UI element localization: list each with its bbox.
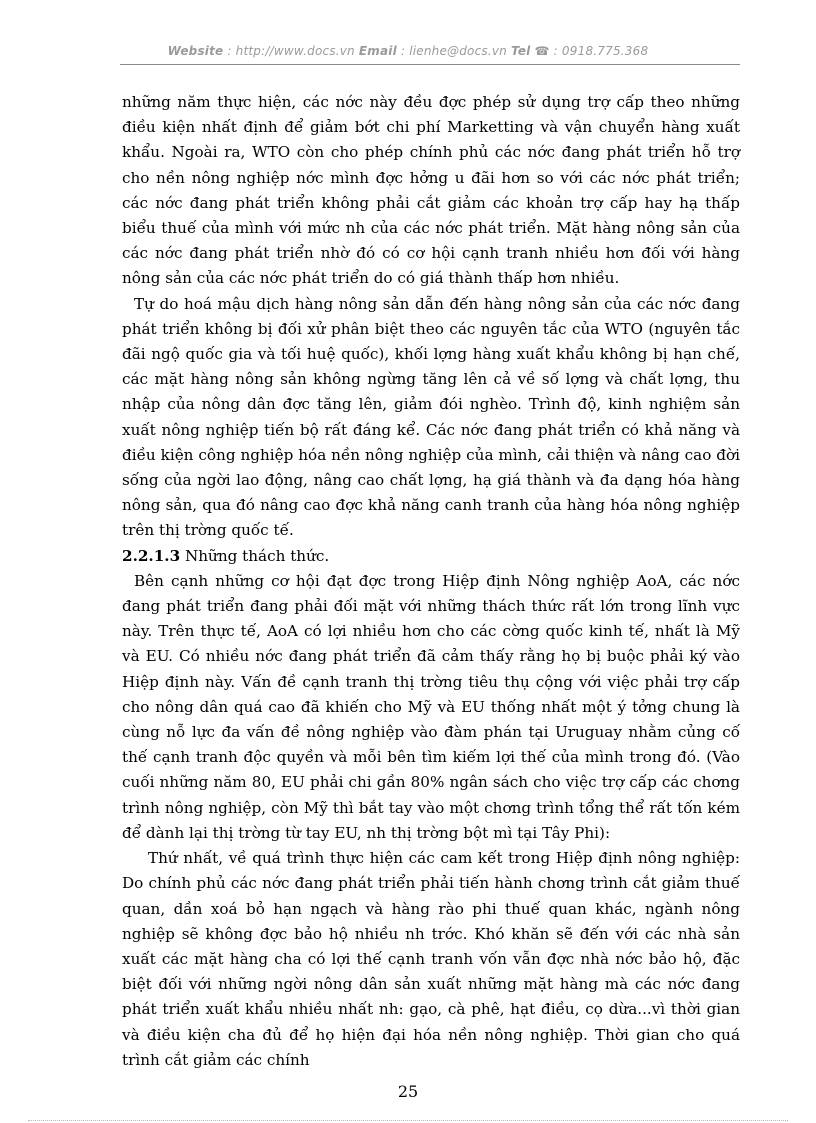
paragraph-4: Thứ nhất, về quá trình thực hiện các cam kết trong Hiệp định nông nghiệp: Do chính phủ các nớc đang phát triển phải tiến hành chơng trình cắt giảm thuế quan, dần xoá bỏ hạn ngạch và hàng rào phi thuế quan khác, ngành nông nghiệp sẽ không đợc bảo hộ nhiều nh trớc. Khó khăn sẽ đến với các nhà sản xuất các mặt hàng cha có lợi thế cạnh tranh vốn vẫn đợc nhà nớc bảo hộ, đặc biệt đối với những ngời nông dân sản xuất những mặt hàng mà các nớc đang phát triển xuất khẩu nhiều nhất nh: gạo, cà phê, hạt điều, cọ dừa...vì thời gian và điều kiện cha đủ để họ hiện đại hóa nền nông nghiệp. Thời gian cho quá trình cắt giảm các chính <box>122 849 740 1069</box>
website-url[interactable]: : http://www.docs.vn <box>227 44 355 58</box>
document-body <box>122 90 740 1073</box>
footer-divider <box>28 1120 788 1121</box>
paragraph-2: Tự do hoá mậu dịch hàng nông sản dẫn đến hàng nông sản của các nớc đang phát triển không bị đối xử phân biệt theo các nguyên tắc của WTO (nguyên tắc đãi ngộ quốc gia và tối huệ quốc), khối lợng hàng xuất khẩu không bị hạn chế, các mặt hàng nông sản không ngừng tăng lên cả về số lợng và chất lợng, thu nhập của nông dân đợc tăng lên, giảm đói nghèo. Trình độ, kinh nghiệm sản xuất nông nghiệp tiến bộ rất đáng kể. Các nớc đang phát triển có khả năng và điều kiện công nghiệp hóa nền nông nghiệp của mình, cải thiện và nâng cao đời sống của ngời lao động, nâng cao chất lợng, hạ giá thành và đa dạng hóa hàng nông sản, qua đó nâng cao đợc khả năng canh tranh của hàng hóa nông nghiệp trên thị trờng quốc tế. <box>122 294 740 540</box>
email-label: Email <box>358 44 397 58</box>
paragraph-3: Bên cạnh những cơ hội đạt đợc trong Hiệp định Nông nghiệp AoA, các nớc đang phát triển đang phải đối mặt với những thách thức rất lớn trong lĩnh vực này. Trên thực tế, AoA có lợi nhiều hơn cho các cờng quốc kinh tế, nhất là Mỹ và EU. Có nhiều nớc đang phát triển đã cảm thấy rằng họ bị buộc phải ký vào Hiệp định này. Vấn đề cạnh tranh thị trờng tiêu thụ cộng với việc phải trợ cấp cho nông dân quá cao đã khiến cho Mỹ và EU thống nhất một ý tởng chung là cùng nỗ lực đa vấn đề nông nghiệp vào đàm phán tại Uruguay nhằm củng cố thế cạnh tranh độc quyền và mỗi bên tìm kiếm lợi thế của mình trong đó. (Vào cuối những năm 80, EU phải chi gần 80% ngân sách cho việc trợ cấp các chơng trình nông nghiệp, còn Mỹ thì bắt tay vào một chơng trình tổng thể rất tốn kém để dành lại thị trờng từ tay EU, nh thị trờng bột mì tại Tây Phi): <box>122 571 740 842</box>
section-number: 2.2.1.3 <box>122 546 181 565</box>
page-header <box>0 44 816 58</box>
tel-number: ☎ : 0918.775.368 <box>534 44 649 58</box>
header-divider <box>120 64 740 65</box>
email-address[interactable]: : lienhe@docs.vn <box>400 44 507 58</box>
paragraph-1: những năm thực hiện, các nớc này đều đợc phép sử dụng trợ cấp theo những điều kiện nhất định để giảm bớt chi phí Marketting và vận chuyển hàng xuất khẩu. Ngoài ra, WTO còn cho phép chính phủ các nớc đang phát triển hỗ trợ cho nền nông nghiệp nớc mình đợc hởng u đãi hơn so với các nớc phát triển; các nớc đang phát triển không phải cắt giảm các khoản trợ cấp hay hạ thấp biểu thuế của mình với mức nh của các nớc phát triển. Mặt hàng nông sản của các nớc đang phát triển nhờ đó có cơ hội cạnh tranh nhiều hơn đối với hàng nông sản của các nớc phát triển do có giá thành thấp hơn nhiều. <box>122 93 740 288</box>
section-title: Những thách thức. <box>184 546 330 565</box>
page-number: 25 <box>397 1082 419 1101</box>
website-label: Website <box>167 44 224 58</box>
tel-label: Tel <box>511 44 531 58</box>
section-heading <box>122 544 740 569</box>
